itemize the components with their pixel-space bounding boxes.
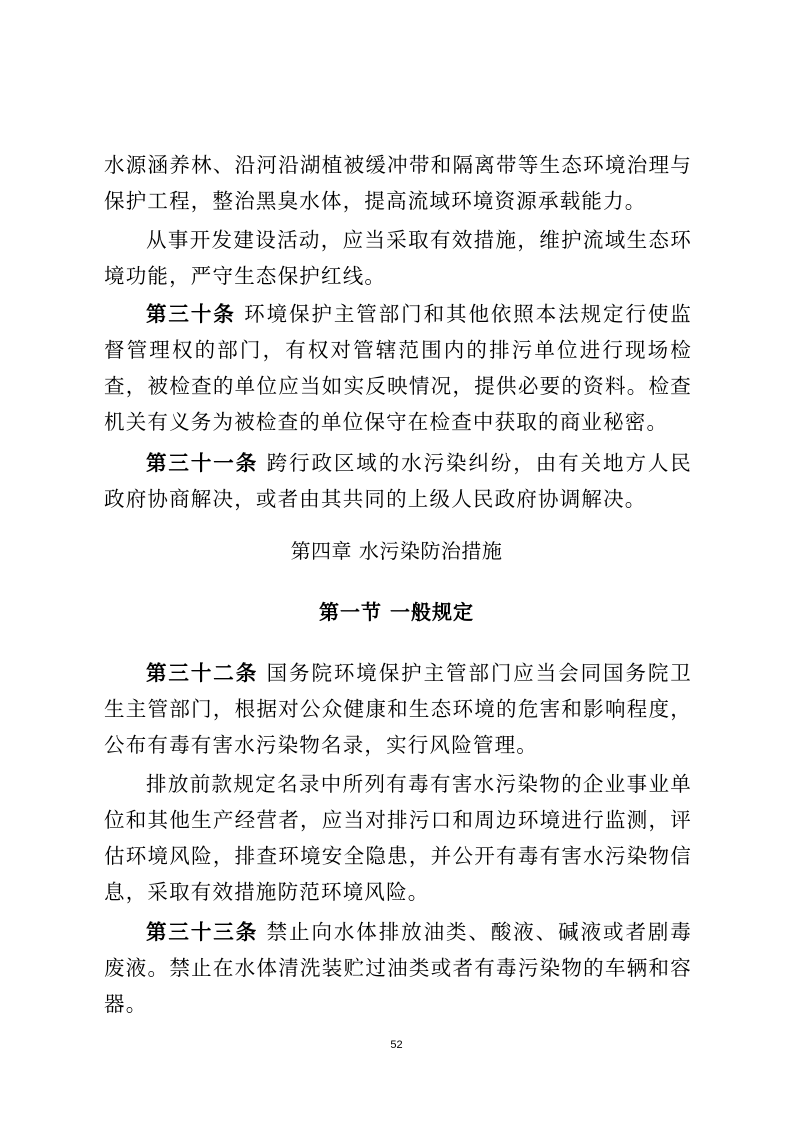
article-30 (104, 296, 692, 440)
chapter-title: 第四章 水污染防治措施 (290, 539, 503, 563)
paragraph-text: 水源涵养林、沿河沿湖植被缓冲带和隔离带等生态环境治理与保护工程，整治黑臭水体，提高流域环境资源承载能力。 (104, 153, 692, 213)
article-31-text: 跨行政区域的水污染纠纷，由有关地方人民政府协商解决，或者由其共同的上级人民政府协调解决。 (104, 451, 692, 511)
paragraph-continuation (104, 147, 692, 219)
page-number: 52 (390, 1039, 403, 1051)
article-33-title: 第三十三条 (146, 920, 259, 944)
article-30-text: 环境保护主管部门和其他依照本法规定行使监督管理权的部门，有权对管辖范围内的排污单位进行现场检查，被检查的单位应当如实反映情况，提供必要的资料。检查机关有义务为被检查的单位保守在检查中获取的商业秘密。 (104, 302, 693, 434)
article-32 (104, 655, 692, 763)
paragraph-development (104, 222, 692, 294)
section-title: 第一节 一般规定 (319, 600, 474, 624)
article-32-title: 第三十二条 (146, 661, 259, 685)
article-32-text: 国务院环境保护主管部门应当会同国务院卫生主管部门，根据对公众健康和生态环境的危害和影响程度，公布有毒有害水污染物名录，实行风险管理。 (104, 661, 692, 757)
paragraph-text: 排放前款规定名录中所列有毒有害水污染物的企业事业单位和其他生产经营者，应当对排污口和周边环境进行监测，评估环境风险，排查环境安全隐患，并公开有毒有害水污染物信息，采取有效措施防范环境风险。 (104, 772, 692, 904)
article-31 (104, 445, 692, 517)
paragraph-toxic-pollutants (104, 766, 692, 910)
article-30-title: 第三十条 (146, 302, 236, 326)
article-31-title: 第三十一条 (146, 451, 259, 475)
article-33-text: 禁止向水体排放油类、酸液、碱液或者剧毒废液。禁止在水体清洗装贮过油类或者有毒污染物的车辆和容器。 (104, 920, 692, 1016)
paragraph-text: 从事开发建设活动，应当采取有效措施，维护流域生态环境功能，严守生态保护红线。 (104, 228, 692, 288)
article-33 (104, 914, 692, 1022)
